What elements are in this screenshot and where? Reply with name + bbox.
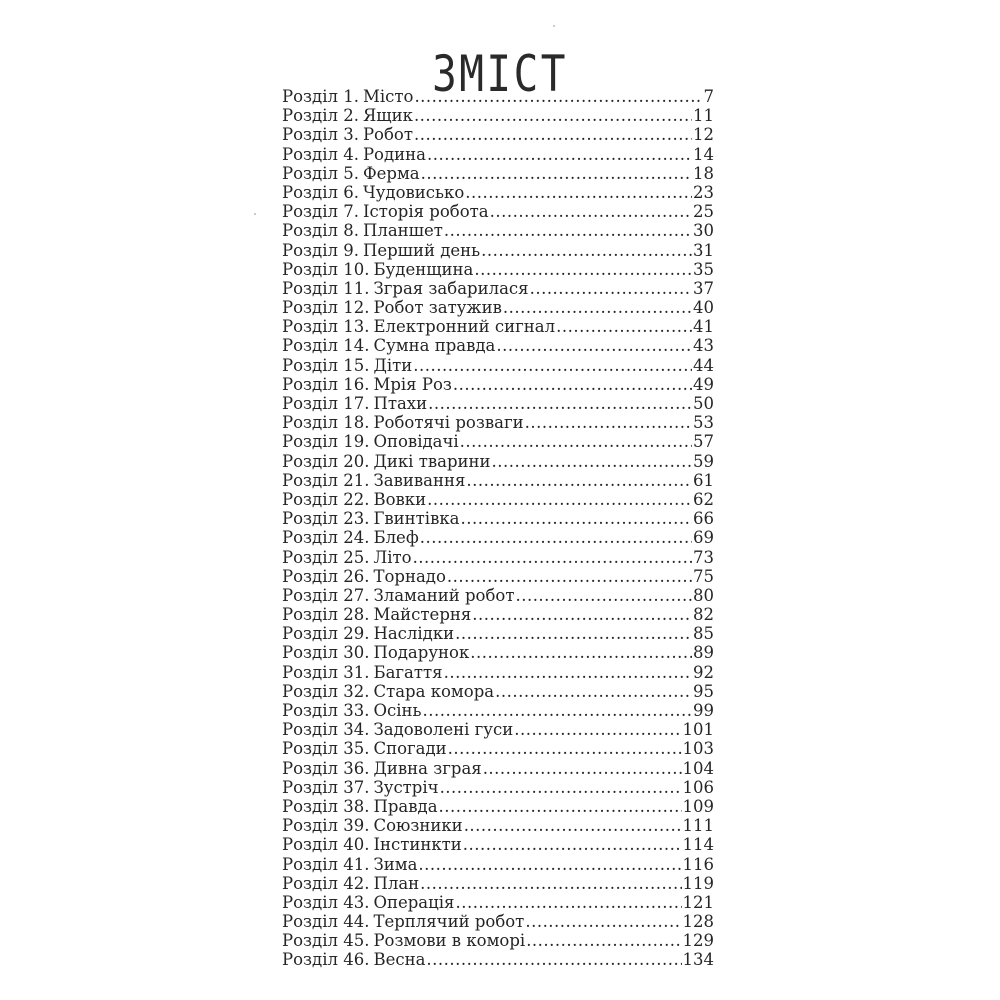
toc-page-number: 89 bbox=[693, 643, 714, 663]
toc-chapter-title: Зграя забарилася bbox=[373, 278, 529, 298]
toc-entry[interactable] bbox=[282, 375, 714, 394]
toc-dot-leader bbox=[427, 490, 692, 509]
toc-entry[interactable] bbox=[282, 701, 714, 720]
toc-page-number: 114 bbox=[682, 835, 714, 855]
toc-chapter-number: Розділ 6. bbox=[282, 182, 359, 202]
toc-page-number: 80 bbox=[693, 585, 714, 605]
toc-chapter-title: Діти bbox=[373, 355, 413, 375]
toc-dot-leader bbox=[525, 912, 681, 931]
toc-page-number: 25 bbox=[693, 202, 714, 222]
toc-page-number: 12 bbox=[693, 125, 714, 145]
toc-entry[interactable] bbox=[282, 298, 714, 317]
toc-dot-leader bbox=[515, 586, 692, 605]
toc-entry[interactable] bbox=[282, 260, 714, 279]
toc-chapter-number: Розділ 21. bbox=[282, 470, 370, 490]
toc-dot-leader bbox=[514, 720, 681, 739]
toc-entry[interactable] bbox=[282, 893, 714, 912]
toc-chapter-number: Розділ 18. bbox=[282, 413, 370, 433]
toc-chapter-number: Розділ 31. bbox=[282, 662, 370, 682]
toc-entry[interactable] bbox=[282, 106, 714, 125]
toc-page-number: 95 bbox=[693, 681, 714, 701]
toc-page-number: 43 bbox=[693, 336, 714, 356]
toc-entry[interactable] bbox=[282, 797, 714, 816]
toc-chapter-number: Розділ 35. bbox=[282, 739, 370, 759]
toc-dot-leader bbox=[465, 183, 692, 202]
toc-chapter-number: Розділ 7. bbox=[282, 202, 359, 222]
toc-chapter-title: Зламаний робот bbox=[373, 585, 515, 605]
toc-chapter-title: Дивна зграя bbox=[373, 758, 482, 778]
toc-chapter-number: Розділ 37. bbox=[282, 777, 370, 797]
toc-dot-leader bbox=[444, 221, 692, 240]
toc-dot-leader bbox=[490, 202, 692, 221]
toc-page-number: 49 bbox=[693, 374, 714, 394]
toc-dot-leader bbox=[414, 106, 692, 125]
toc-page-number: 69 bbox=[693, 528, 714, 548]
toc-chapter-title: Планшет bbox=[362, 221, 443, 241]
paper-speck bbox=[254, 213, 256, 215]
toc-chapter-number: Розділ 34. bbox=[282, 720, 370, 740]
toc-chapter-title: Сумна правда bbox=[373, 336, 496, 356]
toc-entry[interactable] bbox=[282, 490, 714, 509]
toc-page-number: 85 bbox=[693, 624, 714, 644]
toc-entry[interactable] bbox=[282, 125, 714, 144]
toc-chapter-number: Розділ 14. bbox=[282, 336, 370, 356]
toc-chapter-number: Розділ 12. bbox=[282, 298, 370, 318]
toc-chapter-number: Розділ 44. bbox=[282, 912, 370, 932]
toc-page-number: 59 bbox=[693, 451, 714, 471]
toc-page-number: 23 bbox=[693, 182, 714, 202]
toc-entry[interactable] bbox=[282, 643, 714, 662]
page-title: ЗМІСТ bbox=[432, 44, 568, 103]
toc-page-number: 82 bbox=[693, 605, 714, 625]
toc-chapter-number: Розділ 45. bbox=[282, 931, 370, 951]
toc-entry[interactable] bbox=[282, 682, 714, 701]
toc-entry[interactable] bbox=[282, 528, 714, 547]
toc-page-number: 50 bbox=[693, 394, 714, 413]
toc-chapter-title: Терплячий робот bbox=[373, 912, 525, 932]
toc-page-number: 66 bbox=[693, 509, 714, 529]
toc-page-number: 31 bbox=[693, 240, 714, 260]
toc-page-number: 53 bbox=[693, 413, 714, 433]
toc-chapter-number: Розділ 40. bbox=[282, 835, 370, 855]
toc-chapter-number: Розділ 27. bbox=[282, 585, 370, 605]
toc-dot-leader bbox=[420, 874, 681, 893]
toc-page-number: 11 bbox=[693, 106, 714, 126]
toc-dot-leader bbox=[420, 528, 692, 547]
toc-entry[interactable] bbox=[282, 509, 714, 528]
toc-dot-leader bbox=[460, 432, 692, 451]
toc-chapter-number: Розділ 30. bbox=[282, 643, 370, 663]
toc-entry[interactable] bbox=[282, 432, 714, 451]
toc-page-number: 14 bbox=[693, 144, 714, 164]
toc-dot-leader bbox=[414, 125, 692, 144]
toc-chapter-number: Розділ 28. bbox=[282, 605, 370, 625]
toc-chapter-number: Розділ 26. bbox=[282, 566, 370, 586]
toc-page-number: 41 bbox=[693, 317, 714, 337]
toc-dot-leader bbox=[426, 950, 681, 969]
toc-chapter-title: Місто bbox=[362, 87, 414, 106]
toc-page-number: 134 bbox=[682, 950, 714, 970]
toc-chapter-number: Розділ 2. bbox=[282, 106, 359, 126]
toc-dot-leader bbox=[470, 643, 692, 662]
toc-entry[interactable] bbox=[282, 605, 714, 624]
toc-entry[interactable] bbox=[282, 950, 714, 969]
toc-chapter-title: Торнадо bbox=[373, 566, 446, 586]
toc-chapter-title: Оповідачі bbox=[373, 432, 459, 452]
toc-chapter-number: Розділ 38. bbox=[282, 796, 370, 816]
toc-chapter-title: Весна bbox=[373, 950, 426, 970]
toc-page-number: 111 bbox=[682, 816, 714, 836]
toc-chapter-number: Розділ 8. bbox=[282, 221, 359, 241]
toc-page-number: 101 bbox=[682, 720, 714, 740]
toc-entry[interactable] bbox=[282, 624, 714, 643]
toc-page-number: 18 bbox=[693, 163, 714, 183]
toc-entry[interactable] bbox=[282, 759, 714, 778]
toc-chapter-title: Багаття bbox=[373, 662, 443, 682]
toc-dot-leader bbox=[492, 452, 692, 471]
toc-chapter-number: Розділ 10. bbox=[282, 259, 370, 279]
toc-page-number: 129 bbox=[682, 931, 714, 951]
table-of-contents bbox=[282, 87, 714, 970]
toc-entry[interactable] bbox=[282, 145, 714, 164]
toc-page-number: 128 bbox=[682, 912, 714, 932]
toc-dot-leader bbox=[455, 893, 681, 912]
toc-chapter-number: Розділ 22. bbox=[282, 489, 370, 509]
toc-chapter-title: Ящик bbox=[362, 106, 413, 126]
toc-dot-leader bbox=[455, 624, 692, 643]
toc-chapter-title: Розмови в коморі bbox=[373, 931, 526, 951]
toc-dot-leader bbox=[483, 759, 682, 778]
toc-page-number: 119 bbox=[682, 873, 714, 893]
toc-entry[interactable] bbox=[282, 567, 714, 586]
toc-entry[interactable] bbox=[282, 855, 714, 874]
toc-chapter-title: Задоволені гуси bbox=[373, 720, 514, 740]
toc-chapter-title: Завивання bbox=[373, 470, 466, 490]
toc-dot-leader bbox=[463, 835, 682, 854]
toc-entry[interactable] bbox=[282, 413, 714, 432]
toc-chapter-title: Подарунок bbox=[373, 643, 470, 663]
toc-dot-leader bbox=[427, 145, 692, 164]
toc-chapter-title: Дикі тварини bbox=[373, 451, 491, 471]
toc-chapter-title: Стара комора bbox=[373, 681, 495, 701]
toc-chapter-number: Розділ 32. bbox=[282, 681, 370, 701]
toc-chapter-title: Майстерня bbox=[373, 605, 472, 625]
toc-page-number: 99 bbox=[693, 701, 714, 720]
toc-dot-leader bbox=[439, 797, 682, 816]
toc-chapter-title: Буденщина bbox=[373, 259, 474, 279]
toc-chapter-title: Інстинкти bbox=[373, 835, 462, 855]
toc-dot-leader bbox=[414, 87, 702, 106]
toc-entry[interactable] bbox=[282, 471, 714, 490]
toc-dot-leader bbox=[422, 701, 692, 720]
toc-chapter-number: Розділ 33. bbox=[282, 701, 370, 720]
toc-page-number: 35 bbox=[693, 259, 714, 279]
toc-chapter-title: Правда bbox=[373, 796, 438, 816]
toc-entry[interactable] bbox=[282, 912, 714, 931]
toc-dot-leader bbox=[556, 317, 692, 336]
toc-entry[interactable] bbox=[282, 548, 714, 567]
toc-page-number: 109 bbox=[682, 796, 714, 816]
toc-dot-leader bbox=[413, 548, 692, 567]
toc-page-number: 103 bbox=[682, 739, 714, 759]
toc-dot-leader bbox=[525, 413, 692, 432]
toc-page-number: 61 bbox=[693, 470, 714, 490]
toc-entry[interactable] bbox=[282, 835, 714, 854]
toc-dot-leader bbox=[496, 336, 692, 355]
toc-chapter-number: Розділ 13. bbox=[282, 317, 370, 337]
toc-chapter-number: Розділ 5. bbox=[282, 163, 359, 183]
toc-chapter-number: Розділ 1. bbox=[282, 87, 359, 106]
toc-dot-leader bbox=[447, 567, 692, 586]
toc-chapter-title: Вовки bbox=[373, 489, 427, 509]
toc-page-number: 30 bbox=[693, 221, 714, 241]
toc-entry[interactable] bbox=[282, 874, 714, 893]
toc-entry[interactable] bbox=[282, 336, 714, 355]
toc-entry[interactable] bbox=[282, 816, 714, 835]
toc-page-number: 7 bbox=[703, 87, 714, 106]
toc-dot-leader bbox=[440, 778, 682, 797]
toc-dot-leader bbox=[472, 605, 692, 624]
toc-entry[interactable] bbox=[282, 183, 714, 202]
toc-chapter-number: Розділ 11. bbox=[282, 278, 370, 298]
toc-chapter-number: Розділ 23. bbox=[282, 509, 370, 529]
toc-entry[interactable] bbox=[282, 164, 714, 183]
toc-chapter-number: Розділ 41. bbox=[282, 854, 370, 874]
toc-entry[interactable] bbox=[282, 452, 714, 471]
toc-dot-leader bbox=[464, 816, 682, 835]
toc-page-number: 44 bbox=[693, 355, 714, 375]
toc-chapter-number: Розділ 15. bbox=[282, 355, 370, 375]
toc-chapter-number: Розділ 16. bbox=[282, 374, 370, 394]
toc-page-number: 57 bbox=[693, 432, 714, 452]
toc-dot-leader bbox=[466, 471, 692, 490]
toc-page-number: 75 bbox=[693, 566, 714, 586]
toc-chapter-title: Робот bbox=[362, 125, 413, 145]
toc-chapter-title: Літо bbox=[373, 547, 412, 567]
toc-chapter-number: Розділ 29. bbox=[282, 624, 370, 644]
toc-chapter-title: Зустріч bbox=[373, 777, 439, 797]
toc-chapter-title: План bbox=[373, 873, 420, 893]
toc-entry[interactable] bbox=[282, 356, 714, 375]
toc-entry[interactable] bbox=[282, 720, 714, 739]
toc-chapter-number: Розділ 3. bbox=[282, 125, 359, 145]
toc-page-number: 121 bbox=[682, 892, 714, 912]
toc-entry[interactable] bbox=[282, 586, 714, 605]
toc-entry[interactable] bbox=[282, 279, 714, 298]
toc-chapter-title: Родина bbox=[362, 144, 426, 164]
toc-entry[interactable] bbox=[282, 394, 714, 413]
toc-page-number: 92 bbox=[693, 662, 714, 682]
toc-dot-leader bbox=[453, 375, 692, 394]
toc-entry[interactable] bbox=[282, 663, 714, 682]
toc-chapter-title: Блеф bbox=[373, 528, 419, 548]
toc-page-number: 73 bbox=[693, 547, 714, 567]
toc-chapter-number: Розділ 36. bbox=[282, 758, 370, 778]
toc-entry[interactable] bbox=[282, 202, 714, 221]
toc-chapter-number: Розділ 25. bbox=[282, 547, 370, 567]
toc-chapter-title: Електронний сигнал bbox=[373, 317, 556, 337]
toc-chapter-title: Наслідки bbox=[373, 624, 455, 644]
toc-chapter-title: Гвинтівка bbox=[373, 509, 460, 529]
toc-chapter-number: Розділ 17. bbox=[282, 394, 370, 413]
toc-entry[interactable] bbox=[282, 87, 714, 106]
toc-chapter-number: Розділ 9. bbox=[282, 240, 359, 260]
toc-dot-leader bbox=[530, 279, 692, 298]
toc-dot-leader bbox=[421, 164, 692, 183]
toc-chapter-number: Розділ 39. bbox=[282, 816, 370, 836]
toc-dot-leader bbox=[461, 509, 692, 528]
toc-chapter-title: Історія робота bbox=[362, 202, 489, 222]
toc-chapter-title: Зима bbox=[373, 854, 418, 874]
toc-chapter-title: Осінь bbox=[373, 701, 422, 720]
toc-dot-leader bbox=[474, 260, 692, 279]
toc-chapter-number: Розділ 46. bbox=[282, 950, 370, 970]
toc-entry[interactable] bbox=[282, 241, 714, 260]
toc-chapter-title: Чудовисько bbox=[362, 182, 465, 202]
toc-chapter-number: Розділ 20. bbox=[282, 451, 370, 471]
toc-page-number: 40 bbox=[693, 298, 714, 318]
toc-page-number: 37 bbox=[693, 278, 714, 298]
toc-chapter-title: Ферма bbox=[362, 163, 420, 183]
toc-entry[interactable] bbox=[282, 221, 714, 240]
toc-chapter-title: Робот затужив bbox=[373, 298, 502, 318]
toc-chapter-title: Мрія Роз bbox=[373, 374, 452, 394]
toc-chapter-number: Розділ 43. bbox=[282, 892, 370, 912]
toc-page-number: 104 bbox=[682, 758, 714, 778]
toc-chapter-title: Спогади bbox=[373, 739, 447, 759]
toc-dot-leader bbox=[526, 931, 681, 950]
toc-dot-leader bbox=[428, 394, 692, 413]
toc-chapter-number: Розділ 19. bbox=[282, 432, 370, 452]
toc-chapter-number: Розділ 24. bbox=[282, 528, 370, 548]
toc-page-number: 62 bbox=[693, 489, 714, 509]
toc-chapter-title: Операція bbox=[373, 892, 455, 912]
toc-dot-leader bbox=[448, 739, 682, 758]
toc-chapter-title: Роботячі розваги bbox=[373, 413, 524, 433]
toc-page-number: 116 bbox=[682, 854, 714, 874]
toc-dot-leader bbox=[495, 682, 692, 701]
toc-dot-leader bbox=[418, 855, 681, 874]
toc-chapter-title: Перший день bbox=[362, 240, 481, 260]
toc-entry[interactable] bbox=[282, 739, 714, 758]
toc-chapter-title: Союзники bbox=[373, 816, 463, 836]
toc-dot-leader bbox=[481, 241, 692, 260]
toc-dot-leader bbox=[503, 298, 692, 317]
toc-entry[interactable] bbox=[282, 317, 714, 336]
toc-entry[interactable] bbox=[282, 931, 714, 950]
toc-entry[interactable] bbox=[282, 778, 714, 797]
toc-chapter-title: Птахи bbox=[373, 394, 428, 413]
paper-speck bbox=[553, 25, 555, 27]
toc-page-number: 106 bbox=[682, 777, 714, 797]
toc-chapter-number: Розділ 42. bbox=[282, 873, 370, 893]
toc-chapter-number: Розділ 4. bbox=[282, 144, 359, 164]
toc-dot-leader bbox=[413, 356, 692, 375]
toc-dot-leader bbox=[444, 663, 692, 682]
